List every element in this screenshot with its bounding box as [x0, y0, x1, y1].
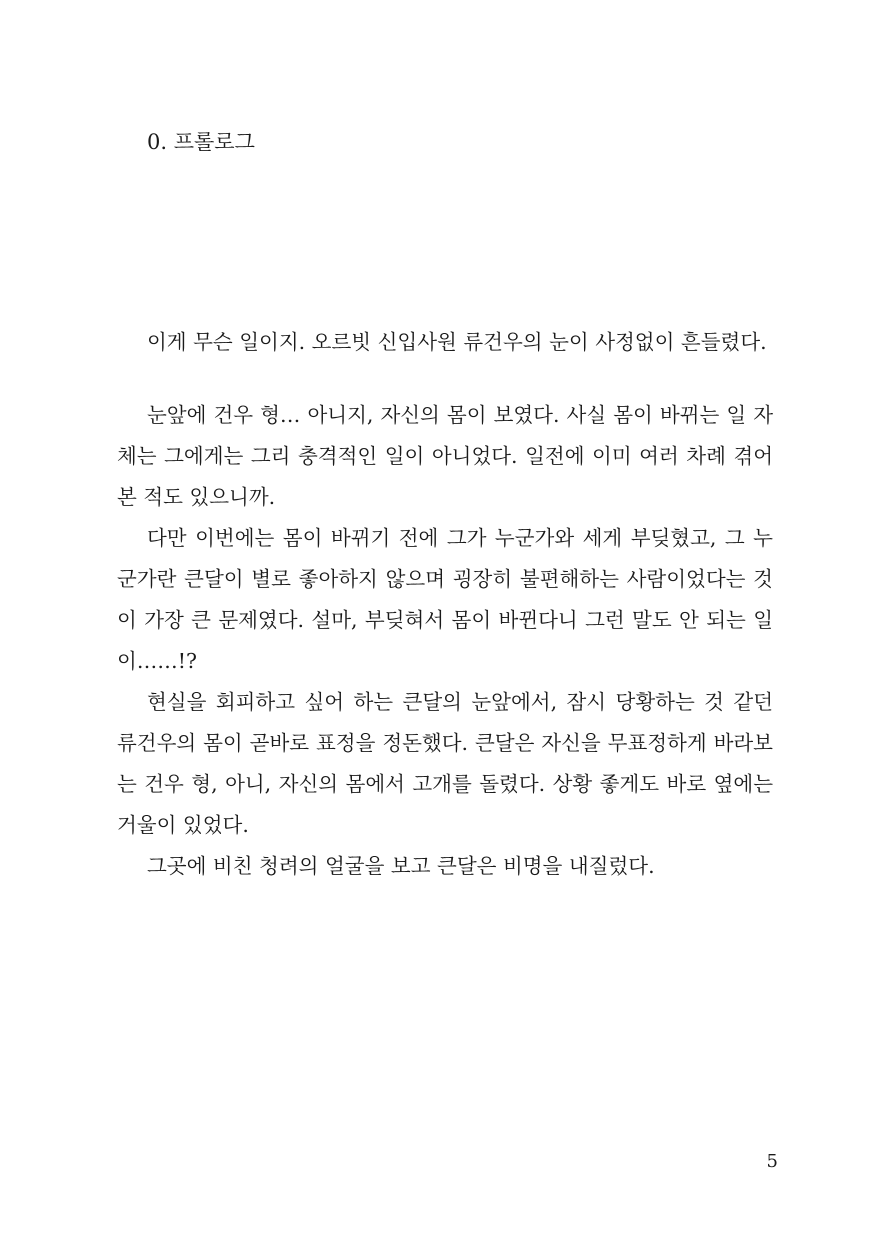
paragraph: 눈앞에 건우 형… 아니지, 자신의 몸이 보였다. 사실 몸이 바뀌는 일 자체는 그에게는 그리 충격적인 일이 아니었다. 일전에 이미 여러 차례 겪어본 적도 있으니까. [117, 403, 773, 509]
body-text [117, 322, 773, 887]
paragraph: 이게 무슨 일이지. 오르빗 신입사원 류건우의 눈이 사정없이 흔들렸다. [147, 330, 767, 354]
paragraph: 현실을 회피하고 싶어 하는 큰달의 눈앞에서, 잠시 당황하는 것 같던 류건우의 몸이 곧바로 표정을 정돈했다. 큰달은 자신을 무표정하게 바라보는 건우 형, 아니, 자신의 몸에서 고개를 돌렸다. 상황 좋게도 바로 옆에는 거울이 있었다. [117, 690, 773, 837]
paragraph: 그곳에 비친 청려의 얼굴을 보고 큰달은 비명을 내질렀다. [147, 854, 655, 878]
page-number: 5 [766, 1151, 778, 1172]
chapter-title: 0. 프롤로그 [147, 130, 255, 154]
paragraph: 다만 이번에는 몸이 바뀌기 전에 그가 누군가와 세게 부딪혔고, 그 누군가란 큰달이 별로 좋아하지 않으며 굉장히 불편해하는 사람이었다는 것이 가장 큰 문제였다. 설마, 부딪혀서 몸이 바뀐다니 그런 말도 안 되는 일이……!? [117, 526, 773, 673]
